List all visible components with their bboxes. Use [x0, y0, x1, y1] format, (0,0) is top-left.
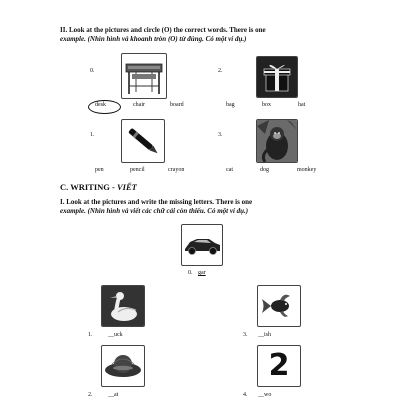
section-1-title-line1: I. Look at the pictures and write the missing letters. There is one	[60, 198, 253, 206]
section-c-heading-en: C. WRITING -	[60, 182, 117, 192]
number-two-picture	[257, 345, 301, 387]
number-two-glyph: 2	[268, 348, 290, 383]
word-chair[interactable]: chair	[133, 102, 145, 108]
hat-picture	[101, 345, 145, 387]
pen-picture	[121, 119, 165, 163]
word-bag[interactable]: bag	[226, 102, 235, 108]
missing-letter-hat[interactable]: __at	[108, 392, 119, 398]
word-pencil[interactable]: pencil	[130, 167, 145, 173]
desk-picture	[121, 53, 167, 99]
section-2-title-line1: II. Look at the pictures and circle (O) the correct words. There is one	[60, 26, 266, 34]
missing-letter-fish[interactable]: __ish	[258, 332, 272, 338]
missing-letter-two[interactable]: __wo	[258, 392, 272, 398]
fish-picture	[257, 285, 301, 327]
missing-letter-duck[interactable]: __uck	[108, 332, 123, 338]
gift-box-picture	[256, 56, 298, 98]
section-1-title-line2: example. (Nhìn hình và viết các chữ cái còn thiếu. Có một ví dụ.)	[60, 207, 249, 215]
word-cat[interactable]: cat	[226, 167, 233, 173]
item-3-number: 3.	[218, 132, 223, 138]
section-c-heading-vi: VIẾT	[117, 182, 137, 192]
item-4-write-number: 4.	[243, 392, 248, 398]
word-monkey[interactable]: monkey	[297, 167, 317, 173]
word-dog[interactable]: dog	[260, 167, 269, 173]
item-3-write-number: 3.	[243, 332, 248, 338]
item-2-number: 2.	[218, 68, 223, 74]
item-0-number: 0.	[90, 68, 95, 74]
section-c-heading	[60, 182, 137, 192]
car-picture	[181, 224, 223, 266]
section-2-title-line2: example. (Nhìn hình và khoanh tròn (O) từ đúng. Có một ví dụ.)	[60, 35, 247, 43]
monkey-picture	[256, 119, 298, 163]
word-desk[interactable]: desk	[95, 102, 106, 108]
section-1-instructions	[60, 198, 370, 216]
word-box[interactable]: box	[262, 102, 271, 108]
item-1-write-number: 1.	[88, 332, 93, 338]
example-answer: gar	[198, 270, 206, 276]
word-pen[interactable]: pen	[95, 167, 104, 173]
item-1-number: 1.	[90, 132, 95, 138]
section-2-instructions	[60, 26, 370, 44]
example-number: 0.	[188, 270, 193, 276]
word-hat[interactable]: hat	[298, 102, 306, 108]
word-board[interactable]: board	[170, 102, 184, 108]
word-crayon[interactable]: crayon	[168, 167, 185, 173]
item-2-write-number: 2.	[88, 392, 93, 398]
duck-picture	[101, 285, 145, 327]
